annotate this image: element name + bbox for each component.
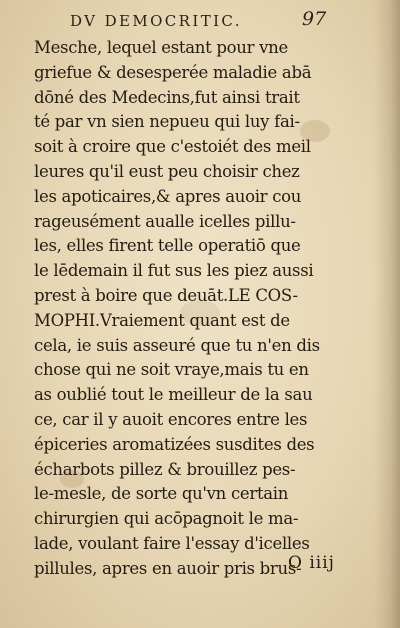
text-line: le lēdemain il fut sus les piez aussi xyxy=(34,261,314,281)
body-text xyxy=(34,36,352,582)
text-line: soit à croire que c'estoiét des meil xyxy=(34,137,311,157)
text-line: le-mesle, de sorte qu'vn certain xyxy=(34,484,289,504)
text-line: lade, voulant faire l'essay d'icelles xyxy=(34,533,310,553)
text-line: té par vn sien nepueu qui luy fai- xyxy=(34,112,300,132)
text-line: écharbots pillez & brouillez pes- xyxy=(34,459,296,479)
text-line: ce, car il y auoit encores entre les xyxy=(34,409,308,429)
text-line: épiceries aromatizées susdites des xyxy=(34,434,315,454)
running-head: DV DEMOCRITIC. xyxy=(70,12,242,30)
text-line: les, elles firent telle operatiō que xyxy=(34,236,301,256)
page-number: 97 xyxy=(302,8,327,30)
text-line: pillules, apres en auoir pris brus- xyxy=(34,558,302,578)
page-gutter-shadow xyxy=(374,0,400,628)
text-line: Mesche, lequel estant pour vne xyxy=(34,38,288,57)
text-line: leures qu'il eust peu choisir chez xyxy=(34,161,300,181)
text-line: les apoticaires,& apres auoir cou xyxy=(34,186,302,206)
text-line: rageusément aualle icelles pillu- xyxy=(34,211,296,231)
text-line: chirurgien qui acōpagnoit le ma- xyxy=(34,509,299,529)
text-line: prest à boire que deuāt.LE COS- xyxy=(34,285,298,305)
signature-mark: O iiij xyxy=(288,553,335,573)
text-line: cela, ie suis asseuré que tu n'en dis xyxy=(34,335,320,355)
page-header xyxy=(0,8,400,34)
text-line: griefue & desesperée maladie abā xyxy=(34,62,312,82)
text-line: dōné des Medecins,fut ainsi trait xyxy=(34,87,300,107)
text-line: MOPHI.Vraiement quant est de xyxy=(34,310,290,330)
text-line: chose qui ne soit vraye,mais tu en xyxy=(34,360,309,380)
text-line: as oublié tout le meilleur de la sau xyxy=(34,385,313,405)
